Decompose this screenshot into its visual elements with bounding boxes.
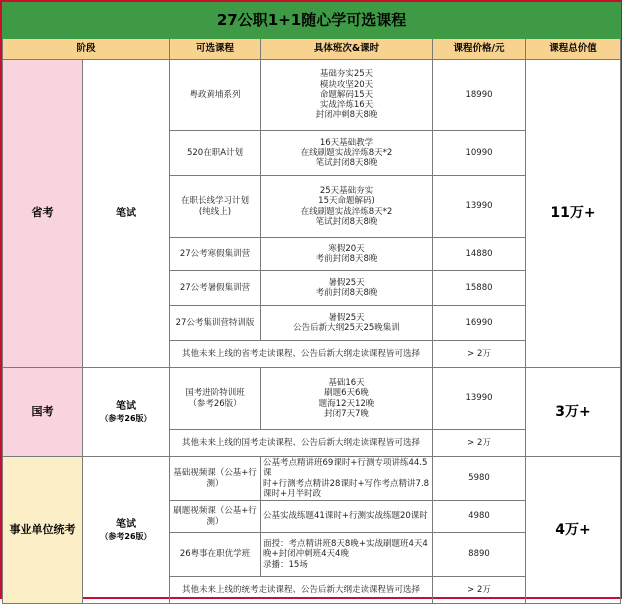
table-row — [3, 457, 621, 501]
price-cell: > 2万 — [433, 430, 526, 457]
course-cell: 27公考集训营特训版 — [170, 306, 261, 341]
detail-line: 在线刷题实战淬炼8天*2 — [300, 147, 393, 158]
detail-line: 时+行测考点精讲28课时+写作考点精讲7.8 — [263, 478, 430, 489]
table-title: 27公职1+1随心学可选课程 — [3, 3, 621, 39]
detail-cell — [261, 176, 433, 238]
detail-line: 公基实战练题41课时+行测实战练题20课时 — [263, 511, 428, 522]
detail-cell — [261, 60, 433, 131]
price-cell: > 2万 — [433, 577, 526, 604]
detail-line: 暑假25天 — [328, 277, 365, 288]
detail-line: 寒假20天 — [328, 243, 365, 254]
course-cell: 粤政黄埔系列 — [170, 60, 261, 131]
price-cell: 15880 — [433, 271, 526, 306]
detail-line: 课时+月半时政 — [263, 488, 322, 499]
header-stage: 阶段 — [3, 39, 170, 60]
course-cell: 刷题视频课（公基+行 测） — [170, 501, 261, 533]
course-cell: 520在职A计划 — [170, 131, 261, 176]
detail-line: 公告后新大纲25天25晚集训 — [293, 323, 400, 333]
course-table — [2, 2, 621, 604]
detail-line: 15天命题解码) — [318, 196, 375, 207]
detail-line: 16天基础教学 — [319, 137, 374, 148]
detail-line: 考前封闭8天8晚 — [315, 288, 378, 298]
detail-cell — [261, 368, 433, 430]
header-total: 课程总价值 — [526, 39, 621, 60]
detail-line: 封闭冲刺8天8晚 — [315, 110, 378, 121]
detail-cell — [261, 306, 433, 341]
stage-cell: 国考 — [3, 368, 83, 457]
detail-line: 刷题6天6晚 — [324, 388, 369, 399]
table-row — [3, 368, 621, 430]
course-cell: 基础视频课（公基+行 测） — [170, 457, 261, 501]
exam-cell — [83, 60, 170, 368]
detail-line: 基础16天 — [328, 377, 365, 388]
exam-note: （参考26版） — [100, 531, 152, 541]
price-cell: 16990 — [433, 306, 526, 341]
detail-line: 公基考点精讲班69课时+行测专项讲练44.5课 — [263, 457, 428, 479]
detail-cell — [261, 533, 433, 577]
detail-cell — [261, 238, 433, 271]
detail-line: 暑假25天 — [328, 312, 365, 323]
price-cell: 13990 — [433, 368, 526, 430]
header-price: 课程价格/元 — [433, 39, 526, 60]
detail-line: 晚+封闭冲刺班4天4晚 — [263, 549, 349, 560]
detail-line: 题海12天12晚 — [318, 398, 375, 409]
header-row — [3, 39, 621, 60]
detail-line: 在线刷题实战淬炼8天*2 — [300, 206, 393, 217]
course-cell: 27公考寒假集训营 — [170, 238, 261, 271]
other-courses-cell: 其他未来上线的国考走读课程、公告后新大纲走读课程皆可选择 — [170, 430, 433, 457]
total-value: 11万+ — [526, 60, 621, 368]
detail-cell — [261, 271, 433, 306]
detail-line: 笔试封闭8天8晚 — [315, 158, 378, 169]
detail-line: 面授：考点精讲班8天8晚+实战刷题班4天4 — [263, 539, 428, 550]
detail-cell — [261, 501, 433, 533]
detail-line: 笔试封闭8天8晚 — [315, 216, 378, 227]
exam-label: 笔试 — [116, 518, 136, 530]
course-cell: 26粤事在职优学班 — [170, 533, 261, 577]
price-cell: 14880 — [433, 238, 526, 271]
other-courses-cell: 其他未来上线的统考走读课程、公告后新大纲走读课程皆可选择 — [170, 577, 433, 604]
detail-line: 基础夯实25天 — [319, 69, 374, 80]
course-cell: 27公考暑假集训营 — [170, 271, 261, 306]
exam-label: 笔试 — [116, 400, 136, 412]
price-cell: 4980 — [433, 501, 526, 533]
detail-line: 录播：15场 — [263, 559, 308, 570]
detail-line: 模块攻坚20天 — [319, 79, 374, 90]
total-value: 4万+ — [526, 457, 621, 604]
detail-cell — [261, 131, 433, 176]
stage-cell: 事业单位统考 — [3, 457, 83, 604]
table-row — [3, 60, 621, 131]
detail-line: 命题解码15天 — [319, 89, 374, 100]
header-detail: 具体班次&课时 — [261, 39, 433, 60]
detail-line: 25天基础夯实 — [319, 185, 374, 196]
course-cell: 在职长线学习计划 (纯线上) — [170, 176, 261, 238]
detail-line: 实战淬炼16天 — [319, 100, 374, 111]
detail-line: 考前封闭8天8晚 — [315, 254, 378, 264]
price-cell: 5980 — [433, 457, 526, 501]
other-courses-cell: 其他未来上线的省考走读课程、公告后新大纲走读课程皆可选择 — [170, 341, 433, 368]
detail-line: 封闭7天7晚 — [324, 408, 369, 419]
exam-cell — [83, 457, 170, 604]
price-cell: 13990 — [433, 176, 526, 238]
price-cell: > 2万 — [433, 341, 526, 368]
stage-cell: 省考 — [3, 60, 83, 368]
exam-note: （参考26版） — [100, 413, 152, 423]
title-row — [3, 3, 621, 39]
exam-cell — [83, 368, 170, 457]
detail-cell — [261, 457, 433, 501]
exam-label: 笔试 — [116, 207, 136, 219]
price-cell: 18990 — [433, 60, 526, 131]
course-cell: 国考进阶特训班 （参考26版） — [170, 368, 261, 430]
price-cell: 8890 — [433, 533, 526, 577]
total-value: 3万+ — [526, 368, 621, 457]
price-cell: 10990 — [433, 131, 526, 176]
header-course: 可选课程 — [170, 39, 261, 60]
